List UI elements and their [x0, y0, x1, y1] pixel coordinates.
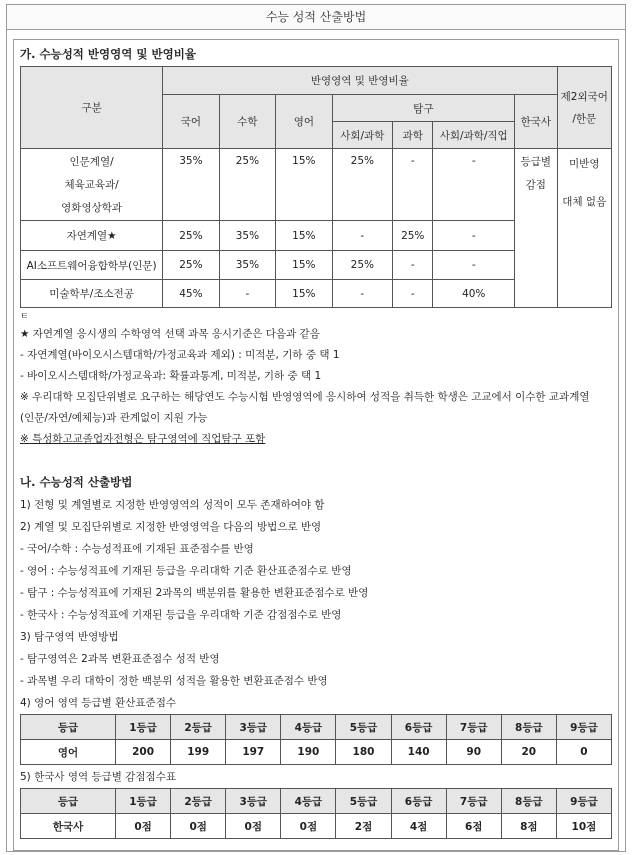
method-line: - 영어 : 수능성적표에 기재된 등급을 우리대학 기준 환산표준점수로 반영	[20, 565, 352, 577]
header-history: 한국사	[515, 95, 557, 149]
score-cell: 0점	[281, 814, 336, 839]
grade-header: 3등급	[226, 789, 281, 814]
header-ratio: 반영영역 및 반영비율	[163, 67, 557, 95]
grade-header: 등급	[21, 789, 116, 814]
row-name: 자연계열★	[21, 221, 163, 251]
score-cell: 0점	[226, 814, 281, 839]
grade-header: 1등급	[116, 789, 171, 814]
method-line: 2) 계열 및 모집단위별로 지정한 반영영역을 다음의 방법으로 반영	[20, 521, 322, 533]
header-social: 사회/과학	[332, 122, 393, 149]
grade-header: 7등급	[446, 715, 501, 740]
cell-english: 15%	[276, 149, 332, 221]
cell-ssj: -	[433, 149, 515, 221]
section-a-heading: 가. 수능성적 반영영역 및 반영비율	[20, 47, 196, 61]
history-grade-table	[20, 788, 612, 839]
grade-header: 5등급	[336, 715, 391, 740]
table-row	[21, 715, 612, 740]
table-row	[21, 740, 612, 765]
method-line: 3) 탐구영역 반영방법	[20, 631, 119, 643]
history-table-caption: 5) 한국사 영역 등급별 감점점수표	[20, 771, 176, 783]
grade-header: 9등급	[556, 789, 611, 814]
method-line: - 국어/수학 : 수능성적표에 기재된 표준점수를 반영	[20, 543, 254, 555]
score-cell: 190	[281, 740, 336, 765]
note-line: ㅌ	[20, 312, 29, 322]
score-cell: 2점	[336, 814, 391, 839]
grade-header: 8등급	[501, 715, 556, 740]
cell-science: -	[393, 280, 433, 308]
note-line: ※ 우리대학 모집단위별로 요구하는 해당연도 수능시험 반영영역에 응시하여 성적을 취득한 학생은 고교에서 이수한 교과계열	[20, 391, 590, 403]
section-b-heading: 나. 수능성적 산출방법	[20, 475, 133, 489]
cell-math: 25%	[219, 149, 275, 221]
cell-social: -	[332, 221, 393, 251]
note-line-underlined: ※ 특성화고교졸업자전형은 탐구영역에 직업탐구 포함	[20, 433, 266, 445]
score-cell: 140	[391, 740, 446, 765]
cell-ssj: -	[433, 251, 515, 280]
grade-header: 2등급	[171, 715, 226, 740]
cell-korean: 35%	[163, 149, 219, 221]
table-row	[21, 814, 612, 839]
grade-header: 4등급	[281, 789, 336, 814]
table-row	[21, 789, 612, 814]
page-title: 수능 성적 산출방법	[7, 5, 625, 30]
cell-math: 35%	[219, 251, 275, 280]
history-deduction: 등급별 감점	[515, 149, 557, 308]
header-english: 영어	[276, 95, 332, 149]
cell-science: 25%	[393, 221, 433, 251]
score-cell: 8점	[501, 814, 556, 839]
score-cell: 199	[171, 740, 226, 765]
note-line: (인문/자연/예체능)과 관계없이 지원 가능	[20, 412, 208, 424]
grade-header: 7등급	[446, 789, 501, 814]
cell-science: -	[393, 149, 433, 221]
grade-header: 2등급	[171, 789, 226, 814]
grade-header: 4등급	[281, 715, 336, 740]
content-box	[13, 39, 619, 851]
notes	[20, 310, 612, 450]
note-line: ★ 자연계열 응시생의 수학영역 선택 과목 응시기준은 다음과 같음	[20, 328, 320, 340]
grade-header: 3등급	[226, 715, 281, 740]
note-line: - 바이오시스템대학/가정교육과: 확률과통계, 미적분, 기하 중 택 1	[20, 370, 322, 382]
cell-english: 15%	[276, 221, 332, 251]
grade-header: 9등급	[556, 715, 611, 740]
header-category: 구분	[21, 67, 163, 149]
document-frame	[6, 4, 626, 852]
score-cell: 0	[556, 740, 611, 765]
grade-header: 8등급	[501, 789, 556, 814]
cell-korean: 25%	[163, 251, 219, 280]
cell-social: 25%	[332, 251, 393, 280]
header-inquiry: 탐구	[332, 95, 515, 122]
cell-social: 25%	[332, 149, 393, 221]
note-line: - 자연계열(바이오시스템대학/가정교육과 제외) : 미적분, 기하 중 택 1	[20, 349, 340, 361]
score-cell: 197	[226, 740, 281, 765]
cell-korean: 45%	[163, 280, 219, 308]
ratio-table	[20, 66, 612, 308]
method-line: - 과목별 우리 대학이 정한 백분위 성적을 활용한 변환표준점수 반영	[20, 675, 328, 687]
row-name: 미술학부/조소전공	[21, 280, 163, 308]
grade-header: 5등급	[336, 789, 391, 814]
method-line: - 탐구 : 수능성적표에 기재된 2과목의 백분위를 활용한 변환표준점수로 반영	[20, 587, 369, 599]
method-line: - 탐구영역은 2과목 변환표준점수 성적 반영	[20, 653, 220, 665]
method-line: 1) 전형 및 계열별로 지정한 반영영역의 성적이 모두 존재하여야 함	[20, 499, 325, 511]
method-lines	[20, 494, 612, 714]
score-cell: 10점	[556, 814, 611, 839]
score-cell: 200	[116, 740, 171, 765]
grade-header: 등급	[21, 715, 116, 740]
header-social-science-job: 사회/과학/직업	[433, 122, 515, 149]
method-line: 4) 영어 영역 등급별 환산표준점수	[20, 697, 176, 709]
score-cell: 6점	[446, 814, 501, 839]
header-science: 과학	[393, 122, 433, 149]
score-cell: 4점	[391, 814, 446, 839]
score-cell: 0점	[116, 814, 171, 839]
row-label: 영어	[21, 740, 116, 765]
header-korean: 국어	[163, 95, 219, 149]
row-name: AI소프트웨어융합학부(인문)	[21, 251, 163, 280]
row-name: 인문계열/ 체육교육과/ 영화영상학과	[21, 149, 163, 221]
table-row	[21, 149, 612, 221]
grade-header: 6등급	[391, 715, 446, 740]
cell-english: 15%	[276, 251, 332, 280]
english-grade-table	[20, 714, 612, 765]
score-cell: 20	[501, 740, 556, 765]
cell-english: 15%	[276, 280, 332, 308]
cell-social: -	[332, 280, 393, 308]
cell-math: -	[219, 280, 275, 308]
cell-science: -	[393, 251, 433, 280]
score-cell: 90	[446, 740, 501, 765]
score-cell: 0점	[171, 814, 226, 839]
header-math: 수학	[219, 95, 275, 149]
second-language-value: 미반영	[569, 158, 600, 170]
grade-header: 1등급	[116, 715, 171, 740]
cell-math: 35%	[219, 221, 275, 251]
second-language-substitute: 대체 없음	[562, 196, 607, 208]
second-language-cell	[557, 149, 611, 308]
score-cell: 180	[336, 740, 391, 765]
cell-korean: 25%	[163, 221, 219, 251]
header-second-language: 제2외국어 /한문	[557, 67, 611, 149]
cell-ssj: 40%	[433, 280, 515, 308]
grade-header: 6등급	[391, 789, 446, 814]
cell-ssj: -	[433, 221, 515, 251]
row-label: 한국사	[21, 814, 116, 839]
method-line: - 한국사 : 수능성적표에 기재된 등급을 우리대학 기준 감점점수로 반영	[20, 609, 342, 621]
